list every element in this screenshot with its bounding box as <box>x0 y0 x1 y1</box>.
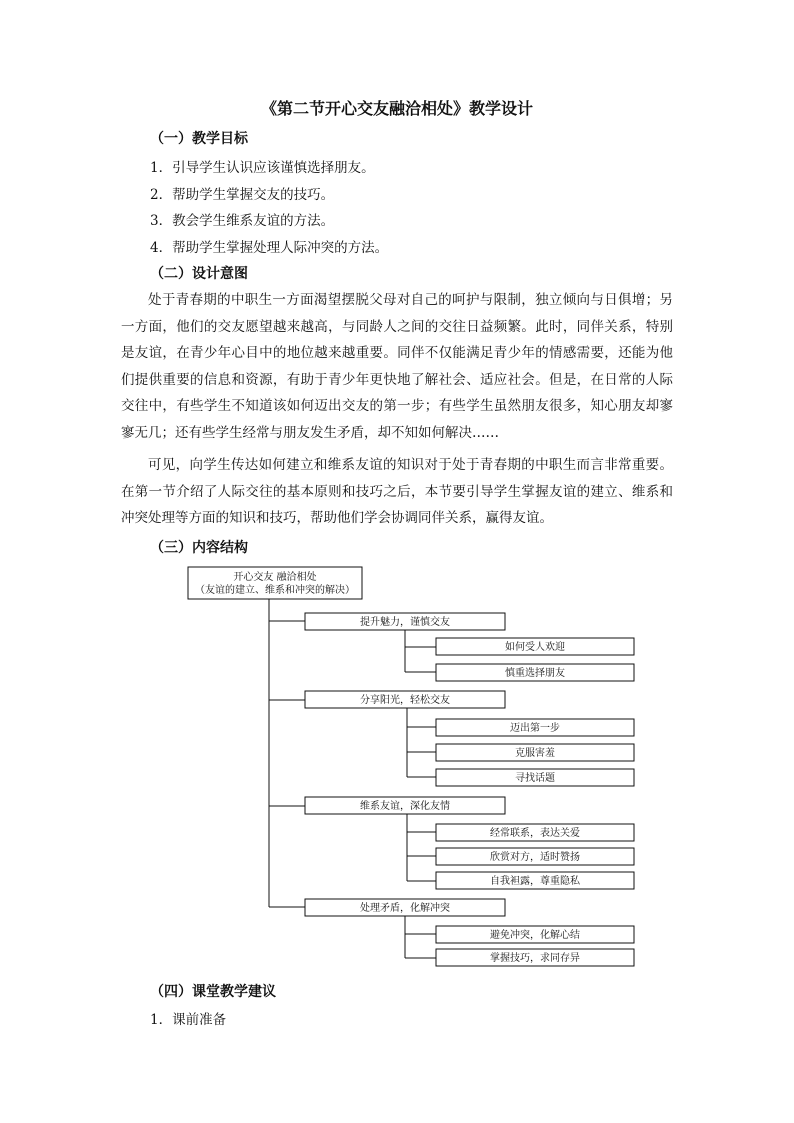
group-4-label: 处理矛盾，化解冲突 <box>360 903 450 914</box>
root-line2: （友谊的建立、维系和冲突的解决） <box>195 585 355 596</box>
design-intent-paragraph-2: 可见，向学生传达如何建立和维系友谊的知识对于处于青春期的中职生而言非常重要。在第一节介绍了人际交往的基本原则和技巧之后，本节要引导学生掌握友谊的建立、维系和冲突处理等方面的知识和技巧，帮助他们学会协调同伴关系，赢得友谊。 <box>121 457 673 526</box>
group-3-child-1: 经常联系，表达关爱 <box>490 828 580 839</box>
group-1-label: 提升魅力，谨慎交友 <box>360 617 450 628</box>
group-3-child-2: 欣赏对方，适时赞扬 <box>490 852 580 863</box>
group-2-label: 分享阳光，轻松交友 <box>360 695 450 706</box>
group-4-child-2: 掌握技巧，求同存异 <box>490 953 580 964</box>
objective-4: 4．帮助学生掌握处理人际冲突的方法。 <box>150 240 389 256</box>
group-3-label: 维系友谊，深化友情 <box>360 801 450 812</box>
group-2-child-3: 寻找话题 <box>515 773 555 784</box>
suggestion-1: 1．课前准备 <box>150 1012 227 1028</box>
group-3-child-3: 自我袒露，尊重隐私 <box>490 876 580 887</box>
objective-2: 2．帮助学生掌握交友的技巧。 <box>150 187 335 203</box>
group-2-child-2: 克服害羞 <box>515 748 555 759</box>
group-2-child-1: 迈出第一步 <box>510 723 560 734</box>
group-4-child-1: 避免冲突，化解心结 <box>490 930 580 941</box>
root-line1: 开心交友 融洽相处 <box>233 572 317 583</box>
group-1-child-2: 慎重选择朋友 <box>505 668 565 679</box>
group-1-child-1: 如何受人欢迎 <box>505 642 565 653</box>
section1-heading: （一）教学目标 <box>150 131 248 147</box>
objective-1: 1．引导学生认识应该谨慎选择朋友。 <box>150 160 375 176</box>
section3-heading: （三）内容结构 <box>150 540 248 556</box>
document-title: 《第二节开心交友融洽相处》教学设计 <box>260 99 533 118</box>
section4-heading: （四）课堂教学建议 <box>150 984 276 1000</box>
design-intent-paragraph-1: 处于青春期的中职生一方面渴望摆脱父母对自己的呵护与限制，独立倾向与日俱增；另一方面，他们的交友愿望越来越高，与同龄人之间的交往日益频繁。此时，同伴关系，特别是友谊，在青少年心目中的地位越来越重要。同伴不仅能满足青少年的情感需要，还能为他们提供重要的信息和资源，有助于青少年更快地了解社会、适应社会。但是，在日常的人际交往中，有些学生不知道该如何迈出交友的第一步；有些学生虽然朋友很多，知心朋友却寥寥无几；还有些学生经常与朋友发生矛盾，却不知如何解决…… <box>121 292 673 441</box>
section2-heading: （二）设计意图 <box>150 266 248 282</box>
objective-3: 3．教会学生维系友谊的方法。 <box>150 213 335 229</box>
